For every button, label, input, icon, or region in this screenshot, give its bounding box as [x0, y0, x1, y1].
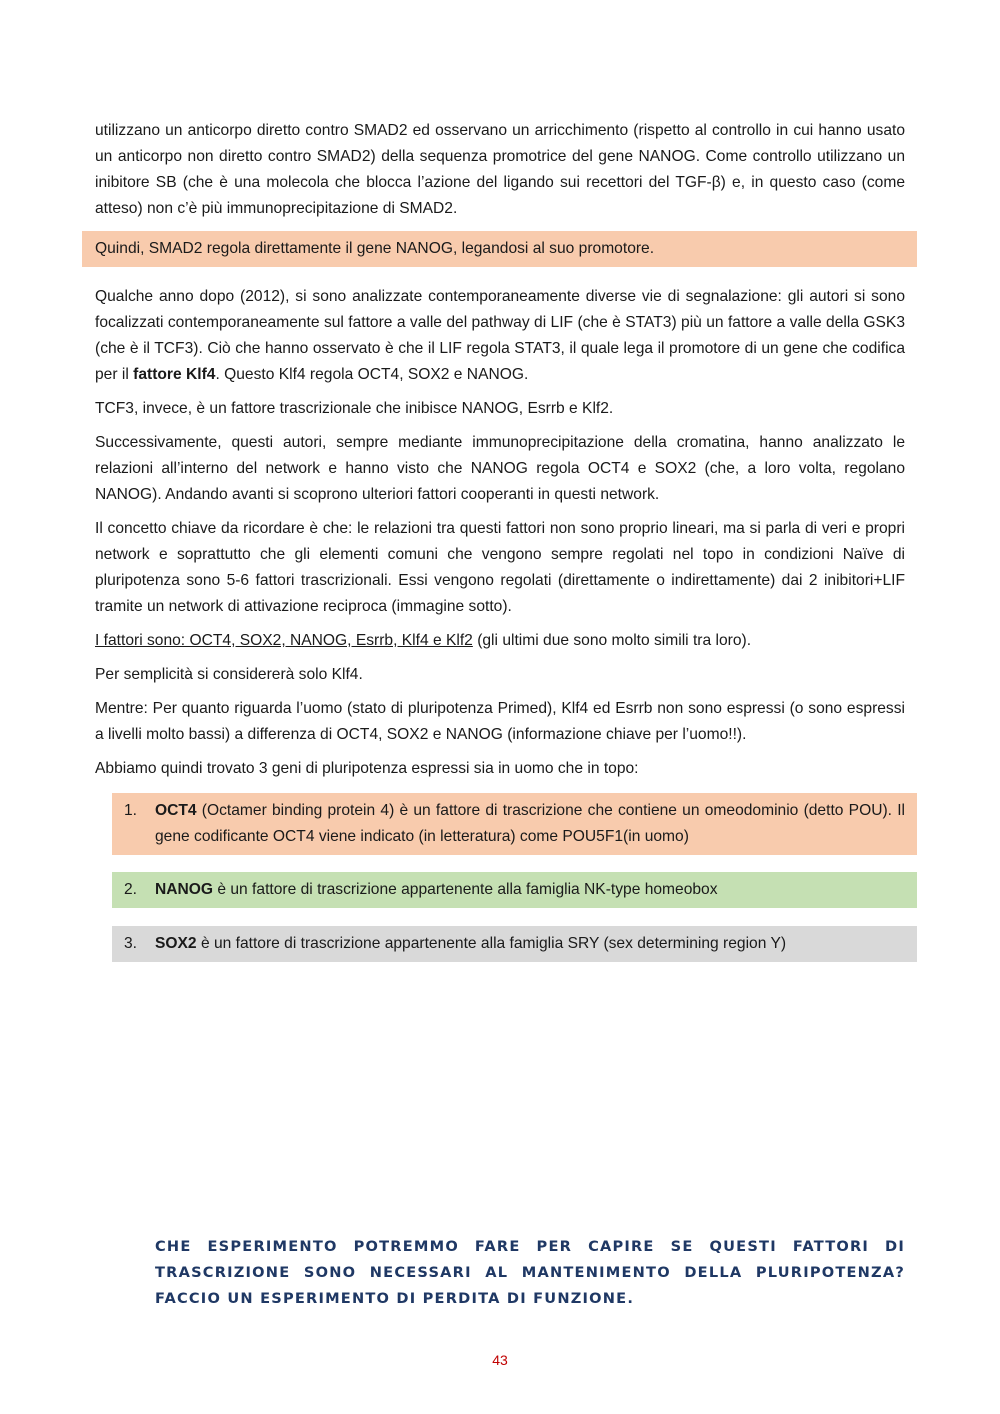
question-heading: CHE ESPERIMENTO POTREMMO FARE PER CAPIRE SE QUESTI FATTORI DI TRASCRIZIONE SONO NECESSARI AL MANTENIMENTO DELLA PLURIPOTENZA? FACCIO UN ESPERIMENTO DI PERDITA DI FUNZIONE.	[155, 1238, 905, 1307]
list-item-oct4	[112, 793, 917, 855]
paragraph-three-genes: Abbiamo quindi trovato 3 geni di pluripotenza espressi sia in uomo che in topo:	[95, 760, 639, 777]
paragraph-2012-part-b: . Questo Klf4 regola OCT4, SOX2 e NANOG.	[215, 366, 529, 383]
gene-name: OCT4	[155, 802, 197, 819]
list-item-nanog	[112, 872, 917, 908]
highlight-conclusion	[82, 231, 917, 267]
list-text	[155, 877, 917, 903]
paragraph-human: Mentre: Per quanto riguarda l’uomo (stato di pluripotenza Primed), Klf4 ed Esrrb non sono espressi (o sono espressi a livelli molto bassi) a differenza di OCT4, SOX2 e NANOG (informazione chiave per l’uomo!!).	[95, 700, 905, 743]
factors-rest: (gli ultimi due sono molto simili tra loro).	[472, 632, 752, 649]
paragraph-2012-part-a: Qualche anno dopo (2012), si sono analizzate contemporaneamente diverse vie di segnalazione: gli autori si sono focalizzati contemporaneamente sul fattore a valle del pathway di LIF (che è STAT3) più un fattore a valle della GSK3 (che è il TCF3). Ciò che hanno osservato è che il LIF regola STAT3, il quale lega il promotore di un gene che codifica per il	[95, 288, 905, 383]
list-item-sox2	[112, 926, 917, 962]
page-number: 43	[492, 1352, 508, 1368]
gene-description: è un fattore di trascrizione appartenente alla famiglia SRY (sex determining region Y)	[196, 935, 787, 952]
gene-description: è un fattore di trascrizione appartenente alla famiglia NK-type homeobox	[213, 881, 718, 898]
paragraph-simplicity: Per semplicità si considererà solo Klf4.	[95, 666, 363, 683]
list-number: 2.	[124, 881, 138, 898]
klf4-bold: fattore Klf4	[133, 366, 216, 383]
gene-name: SOX2	[155, 935, 197, 952]
paragraph-tcf3: TCF3, invece, è un fattore trascrizionale che inibisce NANOG, Esrrb e Klf2.	[95, 400, 614, 417]
paragraph-2012-signaling	[95, 284, 905, 388]
list-number: 1.	[124, 802, 138, 819]
gene-description: (Octamer binding protein 4) è un fattore di trascrizione che contiene un omeodominio (detto POU). Il gene codificante OCT4 viene indicato (in letteratura) come POU5F1(in uomo)	[155, 802, 905, 845]
paragraph-smad2-experiment: utilizzano un anticorpo diretto contro SMAD2 ed osservano un arricchimento (rispetto al controllo in cui hanno usato un anticorpo non diretto contro SMAD2) della sequenza promotrice del gene NANOG. Come controllo utilizzano un inibitore SB (che è una molecola che blocca l’azione del ligando sui recettori del TGF-β) e, in questo caso (come atteso) non c’è più immunoprecipitazione di SMAD2.	[95, 122, 905, 217]
paragraph-key-concept: Il concetto chiave da ricordare è che: le relazioni tra questi fattori non sono proprio lineari, ma si parla di veri e propri network e soprattutto che gli elementi comuni che vengono sempre regolati nel topo in condizioni Naïve di pluripotenza sono 5-6 fattori trascrizionali. Essi vengono regolati (direttamente o indirettamente) dai 2 inibitori+LIF tramite un network di attivazione reciproca (immagine sotto).	[95, 520, 905, 615]
gene-name: NANOG	[155, 881, 214, 898]
highlight-conclusion-text: Quindi, SMAD2 regola direttamente il gene NANOG, legandosi al suo promotore.	[95, 240, 655, 257]
factors-underlined: I fattori sono: OCT4, SOX2, NANOG, Esrrb, Klf4 e Klf2	[95, 632, 473, 649]
paragraph-factors	[95, 628, 905, 654]
list-number: 3.	[124, 935, 138, 952]
paragraph-chromatin-ip: Successivamente, questi autori, sempre mediante immunoprecipitazione della cromatina, hanno analizzato le relazioni all’interno del network e hanno visto che NANOG regola OCT4 e SOX2 (che, a loro volta, regolano NANOG). Andando avanti si scoprono ulteriori fattori cooperanti in questi network.	[95, 434, 905, 503]
list-text	[155, 931, 917, 957]
list-text	[155, 798, 917, 850]
